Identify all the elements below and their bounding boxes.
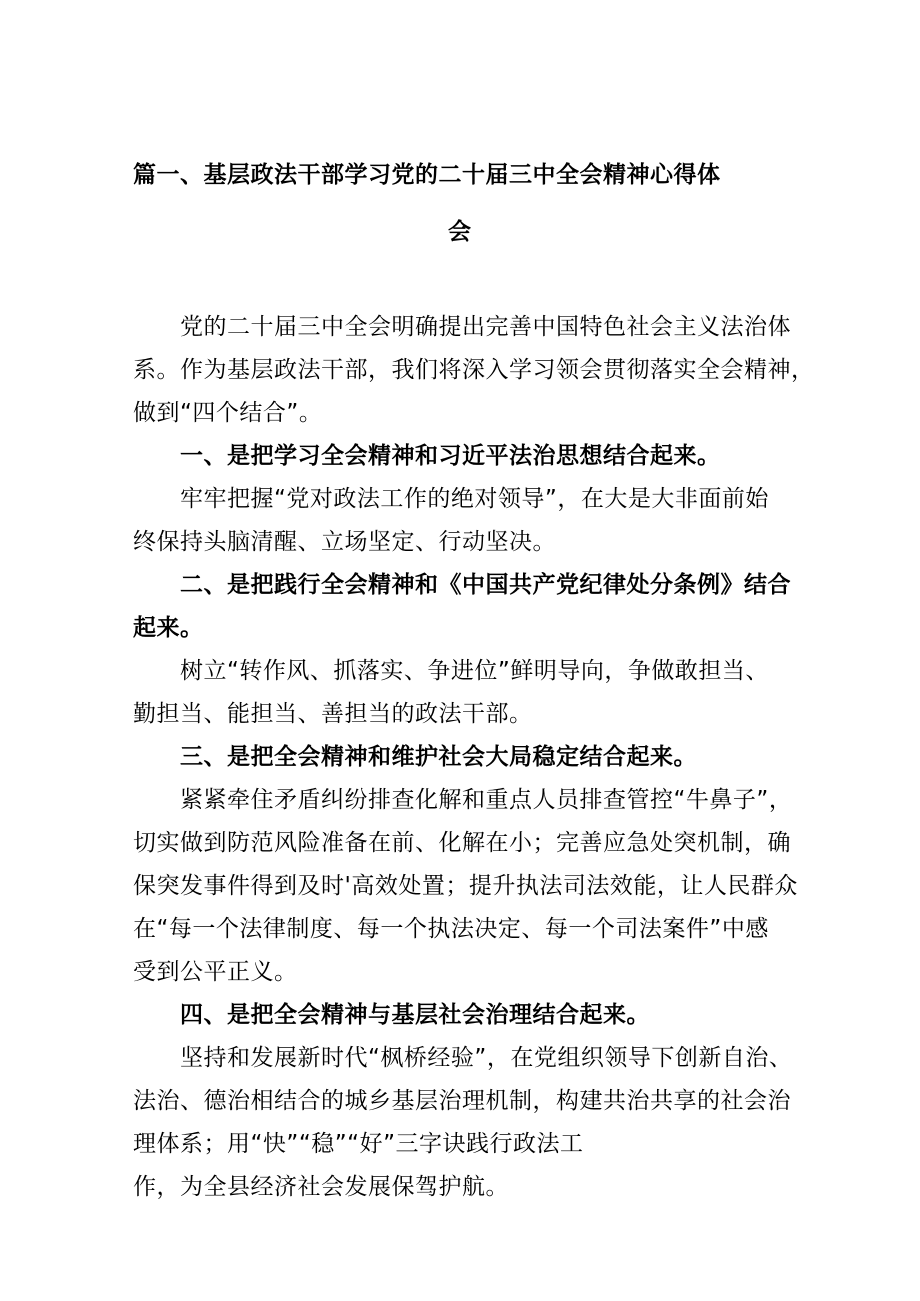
section-2-body-line: 勤担当、能担当、善担当的政法干部。 (133, 701, 533, 727)
section-2-heading: 二、是把践行全会精神和《中国共产党纪律处分条例》结合 (180, 572, 791, 598)
section-3-heading: 三、是把全会精神和维护社会大局稳定结合起来。 (180, 744, 697, 770)
section-2-body-line: 树立“转作风、抓落实、争进位”鲜明导向，争做敢担当、 (180, 658, 769, 684)
document-title-line-1: 篇一、基层政法干部学习党的二十届三中全会精神心得体 (133, 162, 721, 188)
section-3-body-line: 切实做到防范风险准备在前、化解在小；完善应急处突机制，确 (133, 830, 791, 856)
section-4-body-line: 坚持和发展新时代“枫桥经验”，在党组织领导下创新自治、 (180, 1045, 793, 1071)
section-4-body-line: 法治、德治相结合的城乡基层治理机制，构建共治共享的社会治 (133, 1088, 791, 1114)
section-1-heading: 一、是把学习全会精神和习近平法治思想结合起来。 (180, 443, 721, 469)
section-2-heading: 起来。 (133, 615, 204, 641)
intro-line: 做到“四个结合”。 (133, 400, 323, 426)
section-4-heading: 四、是把全会精神与基层社会治理结合起来。 (180, 1002, 650, 1028)
intro-line: 党的二十届三中全会明确提出完善中国特色社会主义法治体 (180, 314, 791, 340)
section-4-body-line: 作，为全县经济社会发展保驾护航。 (133, 1174, 509, 1200)
section-1-body-line: 终保持头脑清醒、立场坚定、行动坚决。 (133, 529, 556, 555)
section-4-body-line: 理体系；用“快”“稳”“好”三字诀践行政法工 (133, 1131, 584, 1157)
intro-line: 系。作为基层政法干部，我们将深入学习领会贯彻落实全会精神， (133, 357, 815, 383)
section-3-body-line: 受到公平正义。 (133, 959, 298, 985)
section-3-body-line: 紧紧牵住矛盾纠纷排查化解和重点人员排查管控“牛鼻子”， (180, 787, 793, 813)
section-3-body-line: 保突发事件得到及时'高效处置；提升执法司法效能，让人民群众 (133, 873, 798, 899)
section-1-body-line: 牢牢把握“党对政法工作的绝对领导”，在大是大非面前始 (180, 486, 769, 512)
section-3-body-line: 在“每一个法律制度、每一个执法决定、每一个司法案件”中感 (133, 916, 769, 942)
document-title-line-2: 会 (448, 219, 471, 245)
